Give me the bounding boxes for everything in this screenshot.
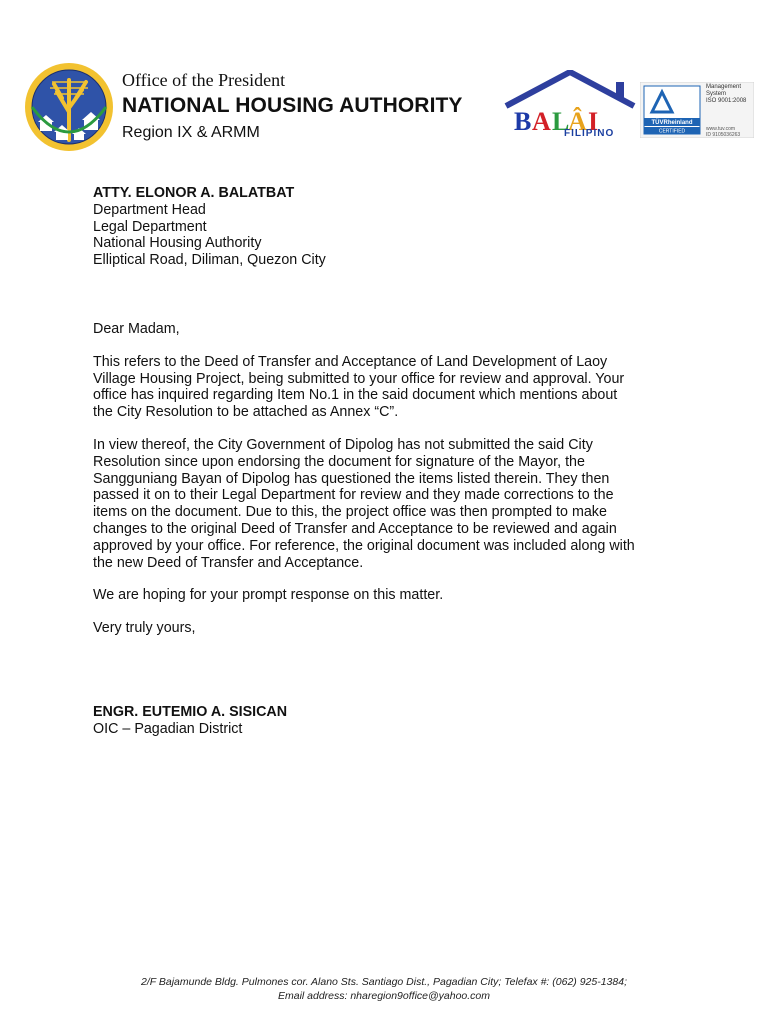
page-footer [0, 975, 768, 1003]
signatory-name: ENGR. EUTEMIO A. SISICAN [93, 703, 288, 720]
nha-seal-icon [24, 62, 114, 152]
tuv-certified: CERTIFIED [658, 128, 686, 135]
balai-letter-ai: Â [568, 107, 587, 136]
footer-address: 2/F Bajamunde Bldg. Pulmones cor. Alano Sts. Santiago Dist., Pagadian City; Telefax #: (062) 925-1384; [140, 976, 627, 988]
paragraph-line: passed it on to their Legal Department for review and they made corrections to the [93, 487, 614, 504]
footer-email: Email address: nharegion9office@yahoo.com [277, 990, 491, 1002]
salutation: Dear Madam, [93, 320, 180, 337]
letter-body [93, 185, 693, 738]
paragraph-line: the City Resolution to be attached as Annex “C”. [93, 404, 399, 421]
paragraph-line: the new Deed of Transfer and Acceptance. [93, 554, 364, 571]
paragraph-line: changes to the original Deed of Transfer and Acceptance to be reviewed and again [93, 520, 617, 537]
paragraph-3 [93, 587, 693, 604]
paragraph-line: Village Housing Project, being submitted to your office for review and approval. Your [93, 370, 625, 387]
agency-name: NATIONAL HOUSING AUTHORITY [122, 94, 463, 117]
paragraph-line: We are hoping for your prompt response on this matter. [93, 587, 444, 604]
paragraph-line: In view thereof, the City Government of Dipolog has not submitted the said City [93, 436, 593, 453]
iso-line: ISO 9001:2008 [706, 98, 747, 104]
paragraph-line: approved by your office. For reference, the original document was included along with [93, 537, 635, 554]
recipient-name: ATTY. ELONOR A. BALATBAT [93, 185, 295, 201]
iso-line: Management [706, 84, 742, 90]
recipient-line: Legal Department [93, 218, 207, 235]
paragraph-line: office has inquired regarding Item No.1 in the said document which mentions about [93, 387, 618, 404]
balai-letter-i: I [588, 107, 599, 136]
iso-footer-line: ID 9105036263 [706, 132, 741, 138]
paragraph-line: items on the document. Due to this, the project office was then prompted to make [93, 504, 607, 521]
letterhead [0, 0, 768, 160]
balai-letter-b: B [514, 107, 532, 136]
signatory-title: OIC – Pagadian District [93, 720, 243, 737]
office-line: Office of the President [122, 70, 286, 90]
recipient-line: Department Head [93, 201, 206, 218]
iso-line: System [706, 91, 727, 97]
signature-block [93, 704, 693, 738]
iso-text [706, 84, 758, 105]
balai-letter-l: L [552, 107, 570, 136]
recipient-line: Elliptical Road, Diliman, Quezon City [93, 252, 326, 269]
iso-footer-line: www.tuv.com [706, 126, 736, 132]
paragraph-line: Resolution since upon endorsing the document for signature of the Mayor, the [93, 453, 585, 470]
tuv-brand: TÜVRheinland [651, 120, 693, 126]
paragraph-line: Sangguniang Bayan of Dipolog has questioned the items listed therein. They then [93, 470, 610, 487]
region-line: Region IX & ARMM [122, 124, 260, 141]
paragraph-line: This refers to the Deed of Transfer and Acceptance of Land Development of Laoy [93, 353, 608, 370]
closing: Very truly yours, [93, 620, 196, 637]
recipient-block [93, 185, 693, 269]
paragraph-1 [93, 354, 693, 421]
iso-footer [706, 126, 740, 138]
balai-letter-a: A [532, 107, 551, 136]
balai-subtitle: FILIPINO [564, 128, 615, 139]
paragraph-2 [93, 437, 693, 571]
recipient-line: National Housing Authority [93, 235, 262, 252]
